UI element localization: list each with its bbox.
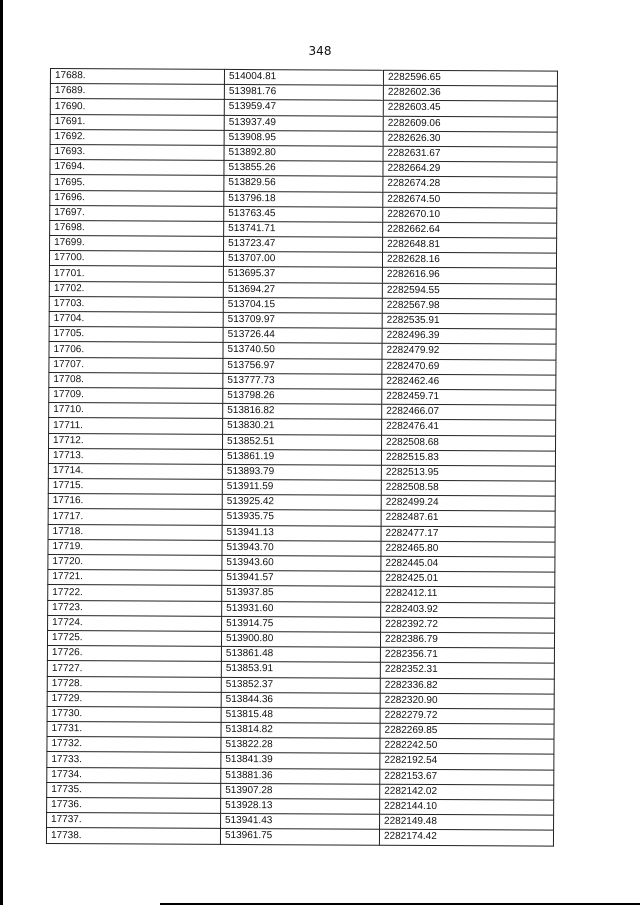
point-id-cell: 17710.	[49, 403, 223, 419]
northing-cell: 2282466.07	[382, 404, 556, 420]
northing-cell: 2282459.71	[382, 389, 556, 405]
northing-cell: 2282499.24	[381, 495, 555, 511]
northing-cell: 2282462.46	[382, 374, 556, 390]
easting-cell: 513941.43	[221, 814, 380, 830]
scan-edge-left	[0, 0, 3, 905]
point-id-cell: 17723.	[48, 600, 222, 616]
northing-cell: 2282596.65	[383, 70, 557, 86]
northing-cell: 2282242.50	[380, 738, 554, 754]
easting-cell: 513914.75	[222, 616, 381, 632]
easting-cell: 513763.45	[224, 206, 383, 222]
point-id-cell: 17713.	[48, 448, 222, 464]
northing-cell: 2282174.42	[379, 830, 553, 846]
northing-cell: 2282664.29	[383, 161, 557, 177]
easting-cell: 513937.85	[222, 586, 381, 602]
northing-cell: 2282149.48	[380, 814, 554, 830]
easting-cell: 513756.97	[223, 358, 382, 374]
northing-cell: 2282487.61	[381, 511, 555, 527]
point-id-cell: 17707.	[49, 357, 223, 373]
easting-cell: 513816.82	[223, 404, 382, 420]
point-id-cell: 17708.	[49, 372, 223, 388]
point-id-cell: 17736.	[47, 797, 221, 813]
northing-cell: 2282648.81	[383, 237, 557, 253]
easting-cell: 513829.56	[224, 176, 383, 192]
point-id-cell: 17704.	[49, 311, 223, 327]
point-id-cell: 17728.	[47, 676, 221, 692]
point-id-cell: 17709.	[49, 387, 223, 403]
point-id-cell: 17729.	[47, 691, 221, 707]
easting-cell: 513941.57	[222, 571, 381, 587]
point-id-cell: 17724.	[48, 615, 222, 631]
northing-cell: 2282477.17	[381, 526, 555, 542]
easting-cell: 513853.91	[221, 662, 380, 678]
northing-cell: 2282336.82	[380, 678, 554, 694]
easting-cell: 513741.71	[224, 221, 383, 237]
point-id-cell: 17699.	[50, 236, 224, 252]
point-id-cell: 17712.	[49, 433, 223, 449]
easting-cell: 513830.21	[223, 419, 382, 435]
northing-cell: 2282513.95	[381, 465, 555, 481]
point-id-cell: 17701.	[49, 266, 223, 282]
easting-cell: 513855.26	[224, 161, 383, 177]
point-id-cell: 17697.	[50, 205, 224, 221]
point-id-cell: 17730.	[47, 706, 221, 722]
northing-cell: 2282670.10	[383, 207, 557, 223]
point-id-cell: 17693.	[50, 144, 224, 160]
point-id-cell: 17726.	[47, 646, 221, 662]
point-id-cell: 17721.	[48, 570, 222, 586]
easting-cell: 513723.47	[224, 236, 383, 252]
point-id-cell: 17732.	[47, 737, 221, 753]
northing-cell: 2282269.85	[380, 723, 554, 739]
easting-cell: 513893.79	[222, 464, 381, 480]
easting-cell: 513908.95	[224, 130, 383, 146]
easting-cell: 513861.19	[222, 449, 381, 465]
easting-cell: 513740.50	[223, 343, 382, 359]
northing-cell: 2282535.91	[382, 313, 556, 329]
point-id-cell: 17700.	[49, 251, 223, 267]
northing-cell: 2282470.69	[382, 359, 556, 375]
point-id-cell: 17734.	[47, 767, 221, 783]
point-id-cell: 17717.	[48, 509, 222, 525]
table-row	[46, 828, 553, 846]
point-id-cell: 17689.	[50, 84, 224, 100]
point-id-cell: 17716.	[48, 494, 222, 510]
northing-cell: 2282496.39	[382, 328, 556, 344]
easting-cell: 513726.44	[223, 328, 382, 344]
point-id-cell: 17722.	[48, 585, 222, 601]
northing-cell: 2282192.54	[380, 754, 554, 770]
northing-cell: 2282515.83	[381, 450, 555, 466]
northing-cell: 2282476.41	[382, 420, 556, 436]
northing-cell: 2282412.11	[381, 587, 555, 603]
easting-cell: 513695.37	[223, 267, 382, 283]
northing-cell: 2282662.64	[383, 222, 557, 238]
point-id-cell: 17694.	[50, 160, 224, 176]
point-id-cell: 17737.	[47, 813, 221, 829]
point-id-cell: 17695.	[50, 175, 224, 191]
northing-cell: 2282356.71	[380, 647, 554, 663]
easting-cell: 513709.97	[223, 312, 382, 328]
point-id-cell: 17702.	[49, 281, 223, 297]
easting-cell: 513777.73	[223, 373, 382, 389]
easting-cell: 513852.51	[223, 434, 382, 450]
point-id-cell: 17733.	[47, 752, 221, 768]
northing-cell: 2282144.10	[380, 799, 554, 815]
easting-cell: 513694.27	[223, 282, 382, 298]
point-id-cell: 17703.	[49, 296, 223, 312]
point-id-cell: 17696.	[50, 190, 224, 206]
point-id-cell: 17731.	[47, 722, 221, 738]
point-id-cell: 17688.	[50, 69, 224, 85]
point-id-cell: 17690.	[50, 99, 224, 115]
northing-cell: 2282626.30	[383, 131, 557, 147]
easting-cell: 513900.80	[221, 631, 380, 647]
point-id-cell: 17706.	[49, 342, 223, 358]
northing-cell: 2282386.79	[380, 632, 554, 648]
northing-cell: 2282674.50	[383, 192, 557, 208]
easting-cell: 513931.60	[222, 601, 381, 617]
point-id-cell: 17698.	[50, 220, 224, 236]
northing-cell: 2282616.96	[382, 268, 556, 284]
northing-cell: 2282320.90	[380, 693, 554, 709]
northing-cell: 2282628.16	[382, 252, 556, 268]
easting-cell: 513892.80	[224, 145, 383, 161]
point-id-cell: 17691.	[50, 114, 224, 130]
easting-cell: 513907.28	[221, 783, 380, 799]
northing-cell: 2282603.45	[383, 101, 557, 117]
northing-cell: 2282153.67	[380, 769, 554, 785]
northing-cell: 2282425.01	[381, 571, 555, 587]
point-id-cell: 17705.	[49, 327, 223, 343]
easting-cell: 513941.13	[222, 525, 381, 541]
easting-cell: 513844.36	[221, 692, 380, 708]
easting-cell: 513928.13	[221, 798, 380, 814]
coordinates-table	[46, 68, 558, 846]
easting-cell: 513937.49	[224, 115, 383, 131]
page-number: 348	[308, 44, 332, 58]
northing-cell: 2282508.58	[381, 480, 555, 496]
easting-cell: 513925.42	[222, 495, 381, 511]
point-id-cell: 17711.	[49, 418, 223, 434]
point-id-cell: 17715.	[48, 479, 222, 495]
point-id-cell: 17719.	[48, 539, 222, 555]
point-id-cell: 17735.	[47, 782, 221, 798]
point-id-cell: 17718.	[48, 524, 222, 540]
northing-cell: 2282594.55	[382, 283, 556, 299]
northing-cell: 2282602.36	[383, 85, 557, 101]
point-id-cell: 17727.	[47, 661, 221, 677]
northing-cell: 2282142.02	[380, 784, 554, 800]
northing-cell: 2282609.06	[383, 116, 557, 132]
easting-cell: 513961.75	[220, 829, 379, 845]
coordinates-table-body	[46, 69, 557, 846]
northing-cell: 2282403.92	[381, 602, 555, 618]
point-id-cell: 17720.	[48, 554, 222, 570]
northing-cell: 2282631.67	[383, 146, 557, 162]
northing-cell: 2282352.31	[380, 663, 554, 679]
northing-cell: 2282445.04	[381, 556, 555, 572]
northing-cell: 2282567.98	[382, 298, 556, 314]
point-id-cell: 17714.	[48, 463, 222, 479]
easting-cell: 513815.48	[221, 707, 380, 723]
easting-cell: 513707.00	[223, 252, 382, 268]
easting-cell: 513911.59	[222, 479, 381, 495]
northing-cell: 2282479.92	[382, 344, 556, 360]
easting-cell: 513841.39	[221, 753, 380, 769]
point-id-cell: 17725.	[47, 630, 221, 646]
easting-cell: 513796.18	[224, 191, 383, 207]
point-id-cell: 17692.	[50, 129, 224, 145]
point-id-cell: 17738.	[46, 828, 220, 844]
easting-cell: 513935.75	[222, 510, 381, 526]
northing-cell: 2282674.28	[383, 177, 557, 193]
northing-cell: 2282392.72	[381, 617, 555, 633]
easting-cell: 513943.60	[222, 555, 381, 571]
easting-cell: 513822.28	[221, 738, 380, 754]
easting-cell: 513704.15	[223, 297, 382, 313]
northing-cell: 2282508.68	[382, 435, 556, 451]
easting-cell: 513959.47	[224, 100, 383, 116]
easting-cell: 513814.82	[221, 722, 380, 738]
easting-cell: 513981.76	[224, 85, 383, 101]
easting-cell: 513852.37	[221, 677, 380, 693]
northing-cell: 2282465.80	[381, 541, 555, 557]
easting-cell: 513881.36	[221, 768, 380, 784]
easting-cell: 513943.70	[222, 540, 381, 556]
easting-cell: 513861.48	[221, 647, 380, 663]
easting-cell: 514004.81	[224, 69, 383, 85]
northing-cell: 2282279.72	[380, 708, 554, 724]
easting-cell: 513798.26	[223, 388, 382, 404]
